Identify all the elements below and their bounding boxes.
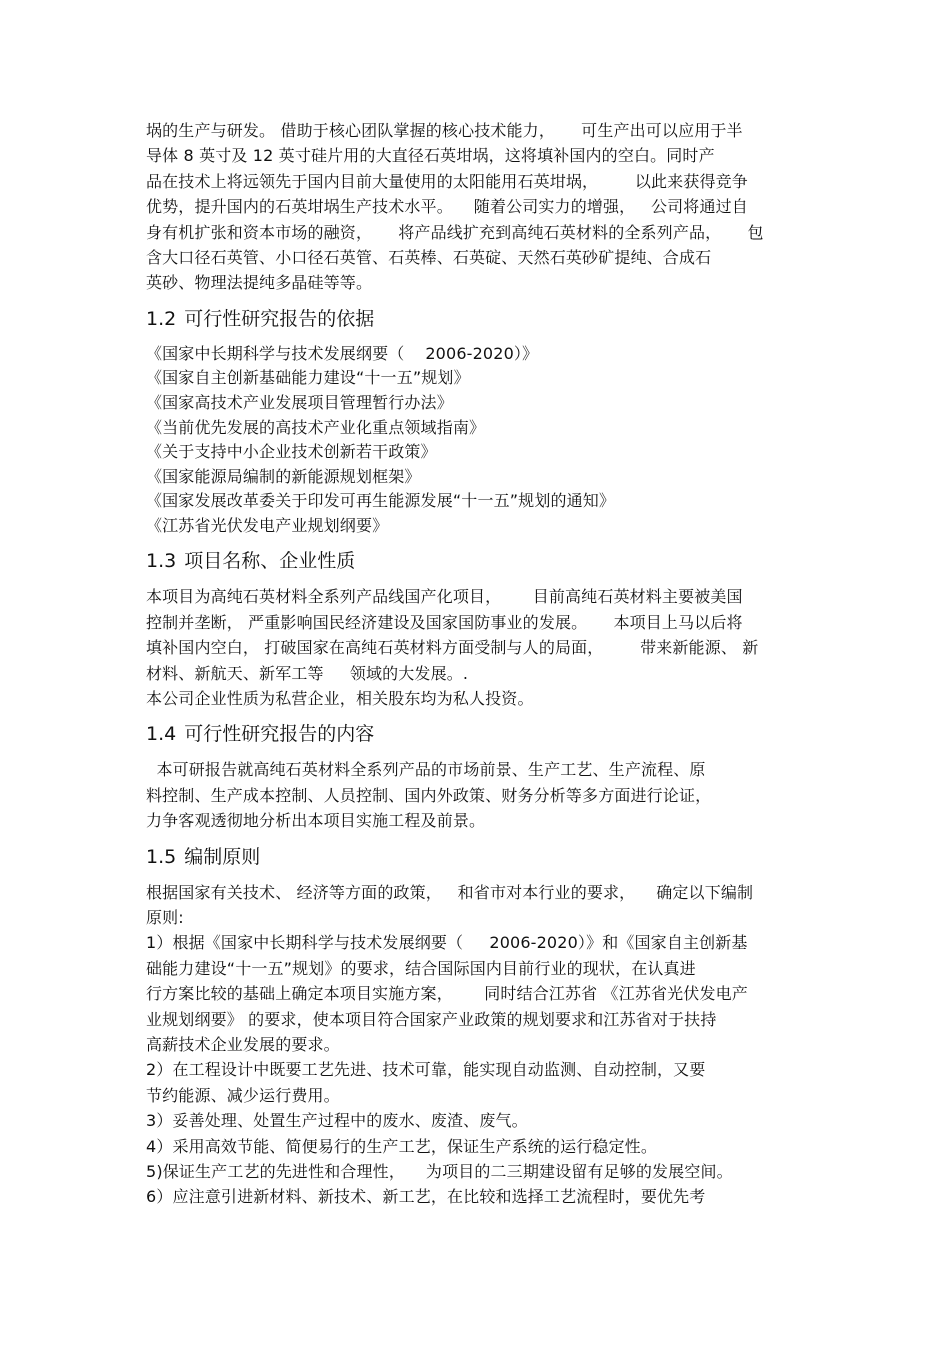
content-paragraph bbox=[146, 757, 816, 833]
document-page bbox=[146, 118, 816, 1210]
section-title: 项目名称、企业性质 bbox=[184, 550, 356, 573]
principle-item: 2）在工程设计中既要工艺先进、技术可靠，能实现自动监测、自动控制，又要 bbox=[146, 1060, 706, 1080]
text-line: 材料、新航天、新军工等 领域的大发展。. bbox=[146, 663, 469, 683]
project-paragraph bbox=[146, 584, 816, 711]
section-title: 可行性研究报告的内容 bbox=[184, 723, 375, 746]
text-line: 填补国内空白， 打破国家在高纯石英材料方面受制与人的局面， 带来新能源、 新 bbox=[146, 638, 759, 658]
section-heading-1-5 bbox=[146, 842, 816, 872]
text-line: 含大口径石英管、小口径石英管、石英棒、石英碇、天然石英砂矿提纯、合成石 bbox=[146, 247, 712, 267]
reference-item: 《国家中长期科学与技术发展纲要（ 2006-2020）》 bbox=[146, 343, 539, 363]
reference-item: 《国家能源局编制的新能源规划框架》 bbox=[146, 466, 421, 486]
text-line: 英砂、物理法提纯多晶硅等等。 bbox=[146, 273, 373, 293]
section-heading-1-3 bbox=[146, 546, 816, 576]
reference-item: 《当前优先发展的高技术产业化重点领域指南》 bbox=[146, 417, 486, 437]
section-number: 1.5 bbox=[146, 845, 177, 868]
text-line: 本公司企业性质为私营企业，相关股东均为私人投资。 bbox=[146, 689, 534, 709]
reference-list bbox=[146, 342, 816, 539]
text-line: 节约能源、减少运行费用。 bbox=[146, 1085, 340, 1105]
text-line: 身有机扩张和资本市场的融资， 将产品线扩充到高纯石英材料的全系列产品， 包 bbox=[146, 222, 764, 242]
text-line: 根据国家有关技术、 经济等方面的政策， 和省市对本行业的要求， 确定以下编制 bbox=[146, 882, 754, 902]
text-line: 本项目为高纯石英材料全系列产品线国产化项目， 目前高纯石英材料主要被美国 bbox=[146, 587, 743, 607]
text-line: 本可研报告就高纯石英材料全系列产品的市场前景、生产工艺、生产流程、原 bbox=[146, 760, 706, 780]
principle-item: 3）妥善处理、处置生产过程中的废水、废渣、废气。 bbox=[146, 1111, 528, 1131]
text-line: 高薪技术企业发展的要求。 bbox=[146, 1034, 340, 1054]
text-line: 行方案比较的基础上确定本项目实施方案， 同时结合江苏省 《江苏省光伏发电产 bbox=[146, 984, 748, 1004]
section-heading-1-2 bbox=[146, 304, 816, 334]
text-line: 控制并垄断， 严重影响国民经济建设及国家国防事业的发展。 本项目上马以后将 bbox=[146, 612, 743, 632]
text-line: 原则: bbox=[146, 908, 184, 927]
text-line: 优势，提升国内的石英坩埚生产技术水平。 随着公司实力的增强， 公司将通过自 bbox=[146, 197, 748, 217]
intro-paragraph bbox=[146, 118, 816, 296]
text-line: 料控制、生产成本控制、人员控制、国内外政策、财务分析等多方面进行论证， bbox=[146, 785, 712, 805]
text-line: 品在技术上将远领先于国内目前大量使用的太阳能用石英坩埚， 以此来获得竞争 bbox=[146, 171, 748, 191]
text-line: 业规划纲要》 的要求，使本项目符合国家产业政策的规划要求和江苏省对于扶持 bbox=[146, 1009, 717, 1029]
reference-item: 《关于支持中小企业技术创新若干政策》 bbox=[146, 442, 437, 462]
principle-item: 5)保证生产工艺的先进性和合理性， 为项目的二三期建设留有足够的发展空间。 bbox=[146, 1161, 733, 1181]
text-line: 力争客观透彻地分析出本项目实施工程及前景。 bbox=[146, 811, 486, 831]
principle-item: 6）应注意引进新材料、新技术、新工艺，在比较和选择工艺流程时，要优先考 bbox=[146, 1187, 706, 1207]
section-title: 可行性研究报告的依据 bbox=[184, 307, 375, 330]
section-number: 1.3 bbox=[146, 550, 177, 573]
principle-item: 4）采用高效节能、简便易行的生产工艺，保证生产系统的运行稳定性。 bbox=[146, 1136, 657, 1156]
reference-item: 《国家高技术产业发展项目管理暂行办法》 bbox=[146, 392, 453, 412]
section-number: 1.4 bbox=[146, 723, 177, 746]
principles-list bbox=[146, 880, 816, 1210]
text-line: 导体 8 英寸及 12 英寸硅片用的大直径石英坩埚，这将填补国内的空白。同时产 bbox=[146, 146, 715, 166]
reference-item: 《国家自主创新基础能力建设“十一五”规划》 bbox=[146, 368, 470, 388]
principle-item: 1）根据《国家中长期科学与技术发展纲要（ 2006-2020）》和《国家自主创新基 bbox=[146, 933, 748, 953]
text-line: 础能力建设“十一五”规划》的要求，结合国际国内目前行业的现状，在认真进 bbox=[146, 958, 696, 978]
section-heading-1-4 bbox=[146, 719, 816, 749]
reference-item: 《国家发展改革委关于印发可再生能源发展“十一五”规划的通知》 bbox=[146, 491, 616, 511]
section-number: 1.2 bbox=[146, 307, 177, 330]
section-title: 编制原则 bbox=[184, 845, 261, 868]
reference-item: 《江苏省光伏发电产业规划纲要》 bbox=[146, 515, 389, 535]
text-line: 埚的生产与研发。 借助于核心团队掌握的核心技术能力， 可生产出可以应用于半 bbox=[146, 121, 743, 140]
